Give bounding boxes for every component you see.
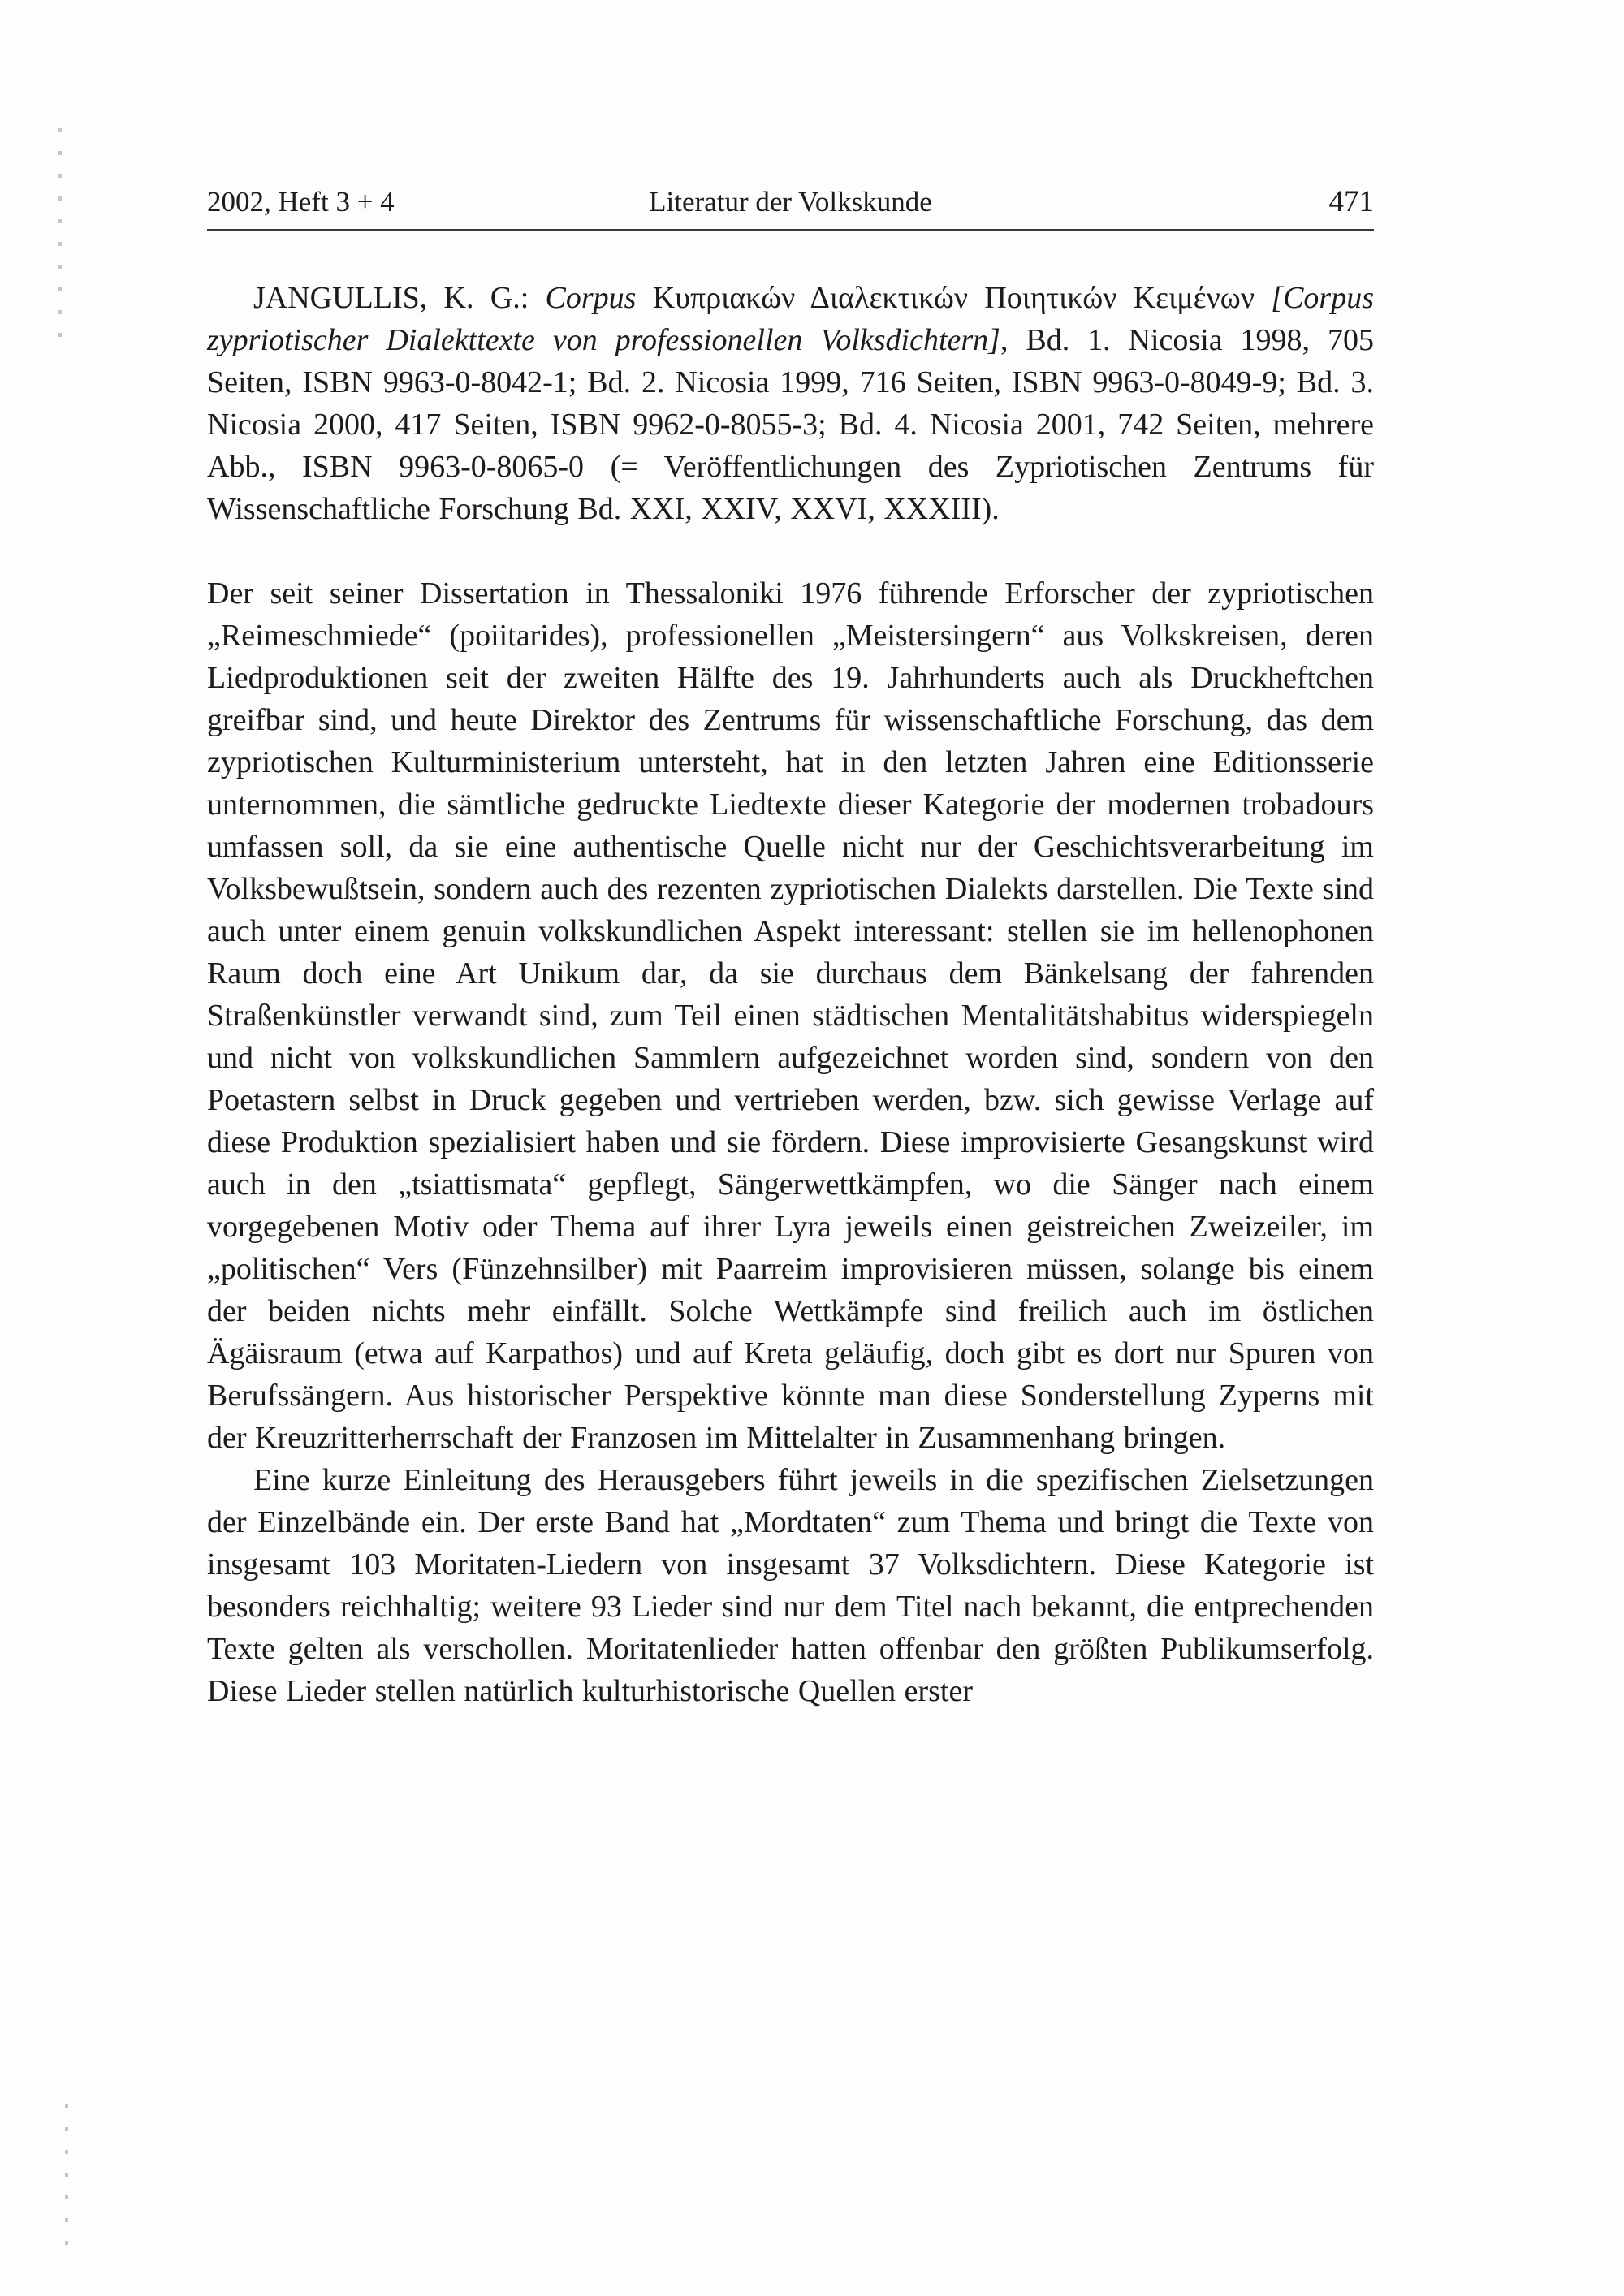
issue-info: 2002, Heft 3 + 4 <box>207 186 395 218</box>
review-paragraph-1: Der seit seiner Dissertation in Thessaloniki 1976 führende Erforscher der zypriotischen „Reimeschmiede“ (poiitarides), professionellen „Meistersingern“ aus Volkskreisen, deren Liedproduktionen seit der zweiten Hälfte des 19. Jahrhunderts auch als Druckheftchen greifbar sind, und heute Direktor des Zentrums für wissenschaftliche Forschung, das dem zypriotischen Kulturministerium untersteht, hat in den letzten Jahren eine Editionsserie unternommen, die sämtliche gedruckte Liedtexte dieser Kategorie der modernen trobadours umfassen soll, da sie eine authentische Quelle nicht nur der Geschichtsverarbeitung im Volksbewußtsein, sondern auch des rezenten zypriotischen Dialekts darstellen. Die Texte sind auch unter einem genuin volkskundlichen Aspekt interessant: stellen sie im hellenophonen Raum doch eine Art Unikum dar, da sie durchaus dem Bänkelsang der fahrenden Straßenkünstler verwandt sind, zum Teil einen städtischen Mentalitätshabitus widerspiegeln und nicht von volkskundlichen Sammlern aufgezeichnet worden sind, sondern von den Poetastern selbst in Druck gegeben und vertrieben werden, bzw. sich gewisse Verlage auf diese Produktion spezialisiert haben und sie fördern. Diese improvisierte Gesangskunst wird auch in den „tsiattismata“ gepflegt, Sängerwettkämpfen, wo die Sänger nach einem vorgegebenen Motiv oder Thema auf ihrer Lyra jeweils einen geistreichen Zweizeiler, im „politischen“ Vers (Fünzehnsilber) mit Paarreim improvisieren müssen, solange bis einem der beiden nichts mehr einfällt. Solche Wettkämpfe sind freilich auch im östlichen Ägäisraum (etwa auf Karpathos) und auf Kreta geläufig, doch gibt es dort nur Spuren von Berufssängern. Aus historischer Perspektive könnte man diese Sonderstellung Zyperns mit der Kreuzritterherrschaft der Franzosen im Mittelalter in Zusammenhang bringen. <box>207 576 1374 1455</box>
scan-artifact-bottom <box>65 2104 68 2259</box>
citation-title-latin: Corpus <box>545 281 637 315</box>
citation-title-translation: [Corpus zypriotischer Dialekttexte von professionellen Volksdichtern] <box>207 281 1374 357</box>
review-paragraph-2: Eine kurze Einleitung des Herausgebers führt jeweils in die spezifischen Zielsetzungen der Einzelbände ein. Der erste Band hat „Mordtaten“ zum Thema und bringt die Texte von insgesamt 103 Moritaten-Liedern von insgesamt 37 Volksdichtern. Diese Kategorie ist besonders reichhaltig; weitere 93 Lieder sind nur dem Titel nach bekannt, die entprechenden Texte gelten als verschollen. Moritatenlieder hatten offenbar den größten Publikumserfolg. Diese Lieder stellen natürlich kulturhistorische Quellen erster <box>207 1463 1374 1708</box>
page-content <box>207 185 1374 1712</box>
header-rule <box>207 229 1374 231</box>
page-number: 471 <box>1328 185 1374 218</box>
running-head <box>207 185 1374 219</box>
journal-section-title: Literatur der Volkskunde <box>649 186 932 218</box>
citation-title-greek: Κυπριακών Διαλεκτικών Ποιητικών Κειμένων <box>636 281 1272 315</box>
citation-publication-details: , Bd. 1. Nicosia 1998, 705 Seiten, ISBN 9963-0-8042-1; Bd. 2. Nicosia 1999, 716 Seiten, ISBN 9963-0-8049-9; Bd. 3. Nicosia 2000, 417 Seiten, ISBN 9962-0-8055-3; Bd. 4. Nicosia 2001, 742 Seiten, mehrere Abb., ISBN 9963-0-8065-0 (= Veröffentlichungen des Zypriotischen Zentrums für Wissenschaftliche Forschung Bd. XXI, XXIV, XXVI, XXXIII). <box>207 323 1374 526</box>
scan-artifact-top <box>58 128 62 356</box>
book-citation <box>207 277 1374 530</box>
citation-author: JANGULLIS, K. G.: <box>253 281 546 315</box>
